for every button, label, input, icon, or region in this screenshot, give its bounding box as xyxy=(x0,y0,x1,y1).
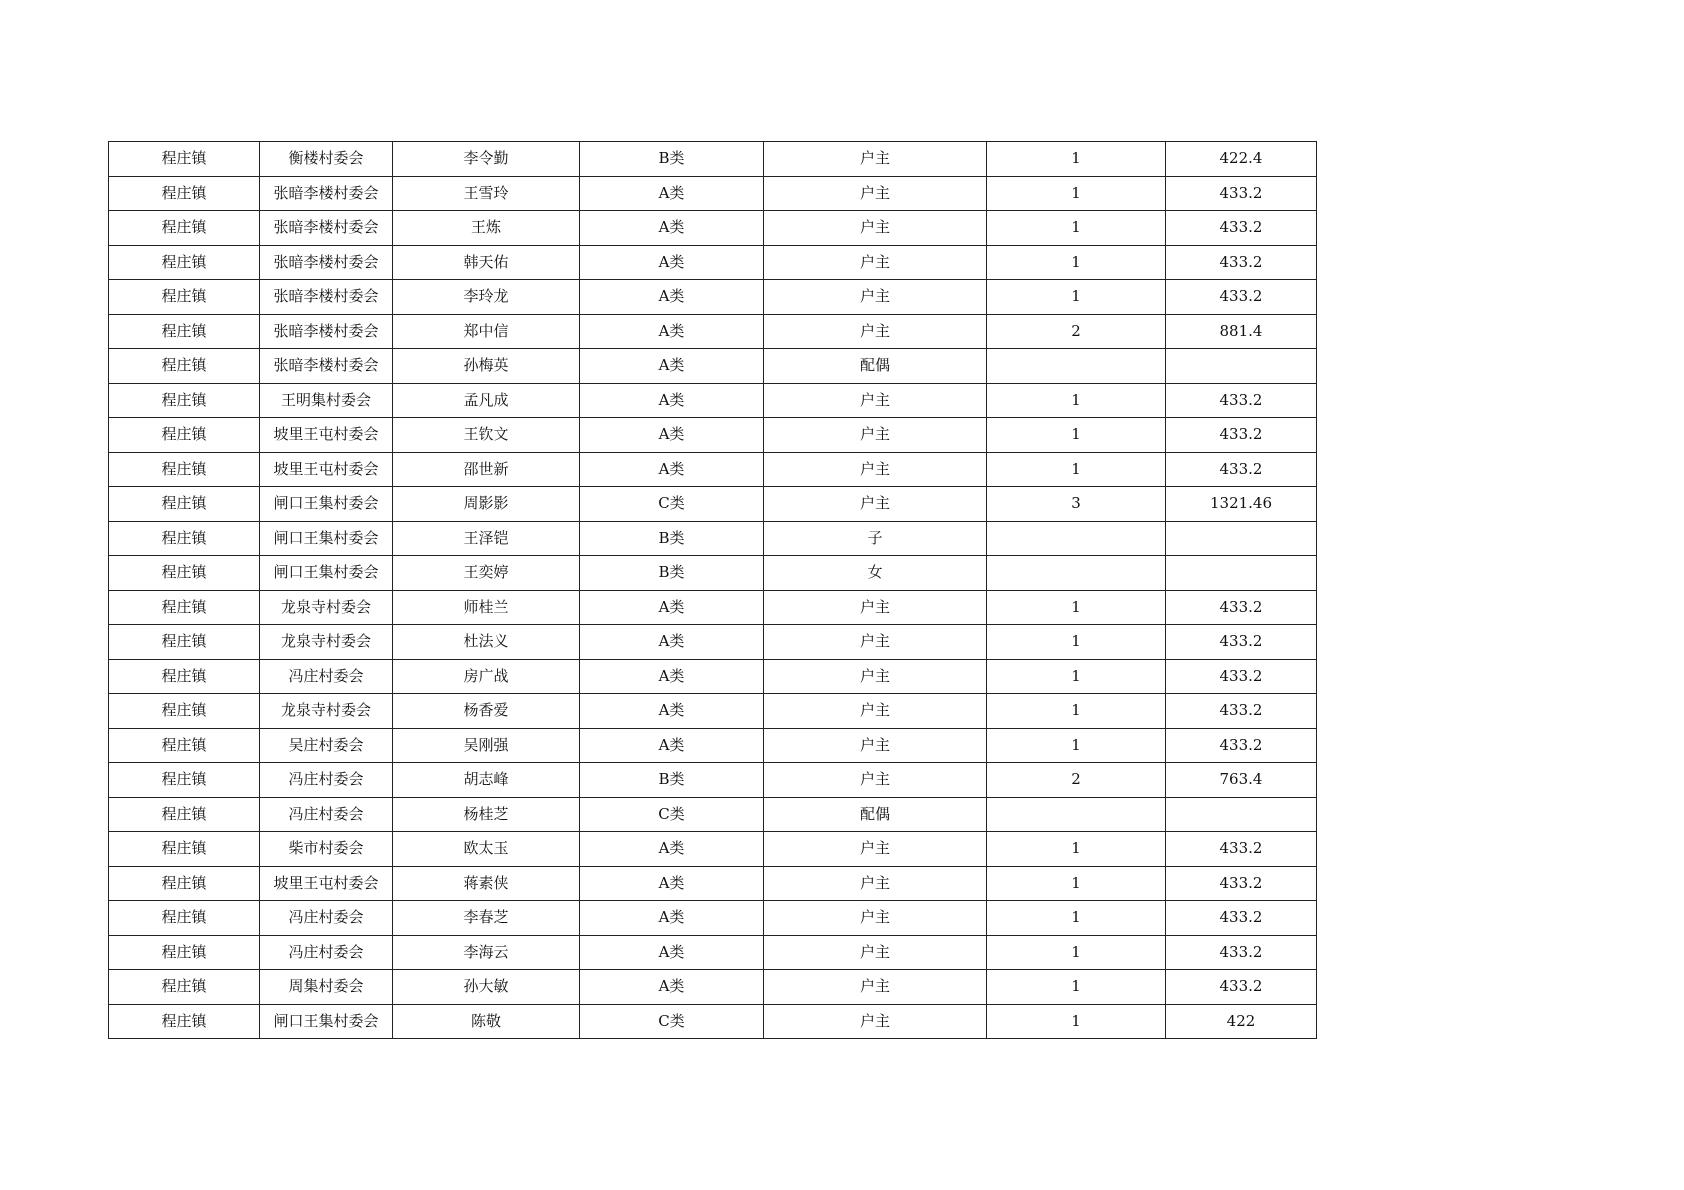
relation-cell: 户主 xyxy=(764,659,987,694)
village-cell: 张暗李楼村委会 xyxy=(260,349,393,384)
table-row xyxy=(109,452,1317,487)
name-cell: 孟凡成 xyxy=(393,383,580,418)
relation-cell: 户主 xyxy=(764,832,987,867)
relation-cell: 户主 xyxy=(764,176,987,211)
household-size-cell: 1 xyxy=(987,935,1166,970)
household-size-cell: 2 xyxy=(987,314,1166,349)
name-cell: 陈敬 xyxy=(393,1004,580,1039)
village-cell: 冯庄村委会 xyxy=(260,659,393,694)
relation-cell: 户主 xyxy=(764,280,987,315)
category-cell: B类 xyxy=(580,763,764,798)
town-cell: 程庄镇 xyxy=(109,280,260,315)
household-size-cell: 1 xyxy=(987,970,1166,1005)
household-size-cell: 1 xyxy=(987,383,1166,418)
table-row xyxy=(109,659,1317,694)
relation-cell: 户主 xyxy=(764,383,987,418)
amount-cell: 422 xyxy=(1166,1004,1317,1039)
household-size-cell: 1 xyxy=(987,452,1166,487)
table-row xyxy=(109,487,1317,522)
household-size-cell: 1 xyxy=(987,142,1166,177)
amount-cell: 433.2 xyxy=(1166,590,1317,625)
town-cell: 程庄镇 xyxy=(109,728,260,763)
town-cell: 程庄镇 xyxy=(109,556,260,591)
name-cell: 周影影 xyxy=(393,487,580,522)
category-cell: A类 xyxy=(580,314,764,349)
village-cell: 闸口王集村委会 xyxy=(260,1004,393,1039)
household-size-cell: 1 xyxy=(987,728,1166,763)
table-row xyxy=(109,763,1317,798)
village-cell: 张暗李楼村委会 xyxy=(260,314,393,349)
category-cell: A类 xyxy=(580,832,764,867)
category-cell: C类 xyxy=(580,1004,764,1039)
name-cell: 王钦文 xyxy=(393,418,580,453)
relation-cell: 子 xyxy=(764,521,987,556)
table-row xyxy=(109,694,1317,729)
relation-cell: 户主 xyxy=(764,211,987,246)
name-cell: 李玲龙 xyxy=(393,280,580,315)
town-cell: 程庄镇 xyxy=(109,383,260,418)
village-cell: 闸口王集村委会 xyxy=(260,487,393,522)
relation-cell: 配偶 xyxy=(764,797,987,832)
amount-cell: 433.2 xyxy=(1166,901,1317,936)
town-cell: 程庄镇 xyxy=(109,970,260,1005)
name-cell: 吴刚强 xyxy=(393,728,580,763)
town-cell: 程庄镇 xyxy=(109,349,260,384)
town-cell: 程庄镇 xyxy=(109,763,260,798)
household-size-cell: 1 xyxy=(987,832,1166,867)
amount-cell: 433.2 xyxy=(1166,970,1317,1005)
category-cell: A类 xyxy=(580,935,764,970)
category-cell: A类 xyxy=(580,866,764,901)
amount-cell xyxy=(1166,521,1317,556)
relation-cell: 户主 xyxy=(764,694,987,729)
household-size-cell: 1 xyxy=(987,245,1166,280)
relation-cell: 户主 xyxy=(764,763,987,798)
relation-cell: 户主 xyxy=(764,901,987,936)
table-row xyxy=(109,901,1317,936)
name-cell: 师桂兰 xyxy=(393,590,580,625)
amount-cell: 433.2 xyxy=(1166,935,1317,970)
table-row xyxy=(109,521,1317,556)
category-cell: A类 xyxy=(580,970,764,1005)
name-cell: 李令勤 xyxy=(393,142,580,177)
village-cell: 衡楼村委会 xyxy=(260,142,393,177)
relation-cell: 户主 xyxy=(764,418,987,453)
town-cell: 程庄镇 xyxy=(109,659,260,694)
household-size-cell: 1 xyxy=(987,176,1166,211)
table-row xyxy=(109,383,1317,418)
town-cell: 程庄镇 xyxy=(109,211,260,246)
household-size-cell: 3 xyxy=(987,487,1166,522)
town-cell: 程庄镇 xyxy=(109,487,260,522)
name-cell: 蒋素侠 xyxy=(393,866,580,901)
amount-cell: 881.4 xyxy=(1166,314,1317,349)
amount-cell: 433.2 xyxy=(1166,176,1317,211)
category-cell: A类 xyxy=(580,625,764,660)
category-cell: A类 xyxy=(580,176,764,211)
category-cell: A类 xyxy=(580,452,764,487)
relation-cell: 户主 xyxy=(764,728,987,763)
table-row xyxy=(109,245,1317,280)
household-size-cell: 1 xyxy=(987,625,1166,660)
table-row xyxy=(109,625,1317,660)
village-cell: 周集村委会 xyxy=(260,970,393,1005)
name-cell: 房广战 xyxy=(393,659,580,694)
amount-cell: 433.2 xyxy=(1166,728,1317,763)
category-cell: A类 xyxy=(580,590,764,625)
relation-cell: 户主 xyxy=(764,970,987,1005)
amount-cell: 433.2 xyxy=(1166,452,1317,487)
village-cell: 张暗李楼村委会 xyxy=(260,245,393,280)
amount-cell: 422.4 xyxy=(1166,142,1317,177)
village-cell: 龙泉寺村委会 xyxy=(260,694,393,729)
relation-cell: 户主 xyxy=(764,866,987,901)
town-cell: 程庄镇 xyxy=(109,1004,260,1039)
village-cell: 闸口王集村委会 xyxy=(260,556,393,591)
town-cell: 程庄镇 xyxy=(109,452,260,487)
village-cell: 龙泉寺村委会 xyxy=(260,590,393,625)
amount-cell: 433.2 xyxy=(1166,418,1317,453)
household-size-cell: 1 xyxy=(987,901,1166,936)
town-cell: 程庄镇 xyxy=(109,245,260,280)
household-size-cell: 1 xyxy=(987,280,1166,315)
household-size-cell xyxy=(987,349,1166,384)
town-cell: 程庄镇 xyxy=(109,866,260,901)
category-cell: A类 xyxy=(580,280,764,315)
town-cell: 程庄镇 xyxy=(109,521,260,556)
category-cell: A类 xyxy=(580,211,764,246)
amount-cell: 433.2 xyxy=(1166,280,1317,315)
table-row xyxy=(109,349,1317,384)
name-cell: 胡志峰 xyxy=(393,763,580,798)
table-row xyxy=(109,832,1317,867)
village-cell: 冯庄村委会 xyxy=(260,763,393,798)
amount-cell: 433.2 xyxy=(1166,832,1317,867)
name-cell: 孙大敏 xyxy=(393,970,580,1005)
category-cell: C类 xyxy=(580,797,764,832)
amount-cell: 433.2 xyxy=(1166,245,1317,280)
household-size-cell: 1 xyxy=(987,211,1166,246)
category-cell: A类 xyxy=(580,728,764,763)
relation-cell: 户主 xyxy=(764,452,987,487)
relation-cell: 户主 xyxy=(764,935,987,970)
category-cell: A类 xyxy=(580,418,764,453)
amount-cell: 433.2 xyxy=(1166,383,1317,418)
town-cell: 程庄镇 xyxy=(109,901,260,936)
town-cell: 程庄镇 xyxy=(109,142,260,177)
town-cell: 程庄镇 xyxy=(109,176,260,211)
town-cell: 程庄镇 xyxy=(109,590,260,625)
village-cell: 张暗李楼村委会 xyxy=(260,280,393,315)
village-cell: 冯庄村委会 xyxy=(260,797,393,832)
category-cell: A类 xyxy=(580,659,764,694)
village-cell: 坡里王屯村委会 xyxy=(260,452,393,487)
town-cell: 程庄镇 xyxy=(109,935,260,970)
amount-cell: 433.2 xyxy=(1166,625,1317,660)
village-cell: 冯庄村委会 xyxy=(260,901,393,936)
table-row xyxy=(109,728,1317,763)
amount-cell: 433.2 xyxy=(1166,659,1317,694)
amount-cell: 433.2 xyxy=(1166,694,1317,729)
amount-cell xyxy=(1166,556,1317,591)
household-size-cell: 1 xyxy=(987,418,1166,453)
category-cell: B类 xyxy=(580,142,764,177)
relation-cell: 户主 xyxy=(764,1004,987,1039)
village-cell: 张暗李楼村委会 xyxy=(260,211,393,246)
name-cell: 李春芝 xyxy=(393,901,580,936)
table-row xyxy=(109,935,1317,970)
village-cell: 冯庄村委会 xyxy=(260,935,393,970)
amount-cell: 433.2 xyxy=(1166,211,1317,246)
amount-cell: 433.2 xyxy=(1166,866,1317,901)
household-size-cell xyxy=(987,521,1166,556)
table-row xyxy=(109,280,1317,315)
name-cell: 孙梅英 xyxy=(393,349,580,384)
table-row xyxy=(109,1004,1317,1039)
town-cell: 程庄镇 xyxy=(109,625,260,660)
name-cell: 王雪玲 xyxy=(393,176,580,211)
name-cell: 杨香爱 xyxy=(393,694,580,729)
table-body xyxy=(109,142,1317,1039)
relation-cell: 户主 xyxy=(764,487,987,522)
relation-cell: 女 xyxy=(764,556,987,591)
name-cell: 杜法义 xyxy=(393,625,580,660)
name-cell: 李海云 xyxy=(393,935,580,970)
village-cell: 坡里王屯村委会 xyxy=(260,418,393,453)
table-row xyxy=(109,314,1317,349)
amount-cell: 1321.46 xyxy=(1166,487,1317,522)
relation-cell: 户主 xyxy=(764,245,987,280)
town-cell: 程庄镇 xyxy=(109,418,260,453)
village-cell: 吴庄村委会 xyxy=(260,728,393,763)
village-cell: 闸口王集村委会 xyxy=(260,521,393,556)
name-cell: 王炼 xyxy=(393,211,580,246)
household-size-cell: 1 xyxy=(987,1004,1166,1039)
table-row xyxy=(109,590,1317,625)
category-cell: A类 xyxy=(580,245,764,280)
amount-cell xyxy=(1166,797,1317,832)
category-cell: A类 xyxy=(580,694,764,729)
household-size-cell xyxy=(987,556,1166,591)
town-cell: 程庄镇 xyxy=(109,832,260,867)
table-row xyxy=(109,556,1317,591)
amount-cell: 763.4 xyxy=(1166,763,1317,798)
table-row xyxy=(109,970,1317,1005)
category-cell: B类 xyxy=(580,556,764,591)
household-size-cell: 1 xyxy=(987,866,1166,901)
table-row xyxy=(109,866,1317,901)
table-row xyxy=(109,142,1317,177)
village-cell: 柴市村委会 xyxy=(260,832,393,867)
name-cell: 王泽铠 xyxy=(393,521,580,556)
category-cell: A类 xyxy=(580,349,764,384)
village-cell: 坡里王屯村委会 xyxy=(260,866,393,901)
category-cell: A类 xyxy=(580,383,764,418)
table-row xyxy=(109,176,1317,211)
relation-cell: 配偶 xyxy=(764,349,987,384)
table-row xyxy=(109,211,1317,246)
category-cell: C类 xyxy=(580,487,764,522)
name-cell: 邵世新 xyxy=(393,452,580,487)
relation-cell: 户主 xyxy=(764,590,987,625)
village-cell: 张暗李楼村委会 xyxy=(260,176,393,211)
village-cell: 龙泉寺村委会 xyxy=(260,625,393,660)
household-size-cell: 1 xyxy=(987,659,1166,694)
village-cell: 王明集村委会 xyxy=(260,383,393,418)
household-size-cell: 1 xyxy=(987,590,1166,625)
category-cell: B类 xyxy=(580,521,764,556)
name-cell: 王奕婷 xyxy=(393,556,580,591)
household-size-cell: 1 xyxy=(987,694,1166,729)
data-table xyxy=(108,141,1317,1039)
town-cell: 程庄镇 xyxy=(109,314,260,349)
relation-cell: 户主 xyxy=(764,625,987,660)
name-cell: 韩天佑 xyxy=(393,245,580,280)
relation-cell: 户主 xyxy=(764,142,987,177)
household-size-cell: 2 xyxy=(987,763,1166,798)
table-row xyxy=(109,418,1317,453)
town-cell: 程庄镇 xyxy=(109,694,260,729)
amount-cell xyxy=(1166,349,1317,384)
document-page xyxy=(108,141,1317,1039)
town-cell: 程庄镇 xyxy=(109,797,260,832)
table-row xyxy=(109,797,1317,832)
name-cell: 郑中信 xyxy=(393,314,580,349)
household-size-cell xyxy=(987,797,1166,832)
category-cell: A类 xyxy=(580,901,764,936)
name-cell: 杨桂芝 xyxy=(393,797,580,832)
relation-cell: 户主 xyxy=(764,314,987,349)
name-cell: 欧太玉 xyxy=(393,832,580,867)
